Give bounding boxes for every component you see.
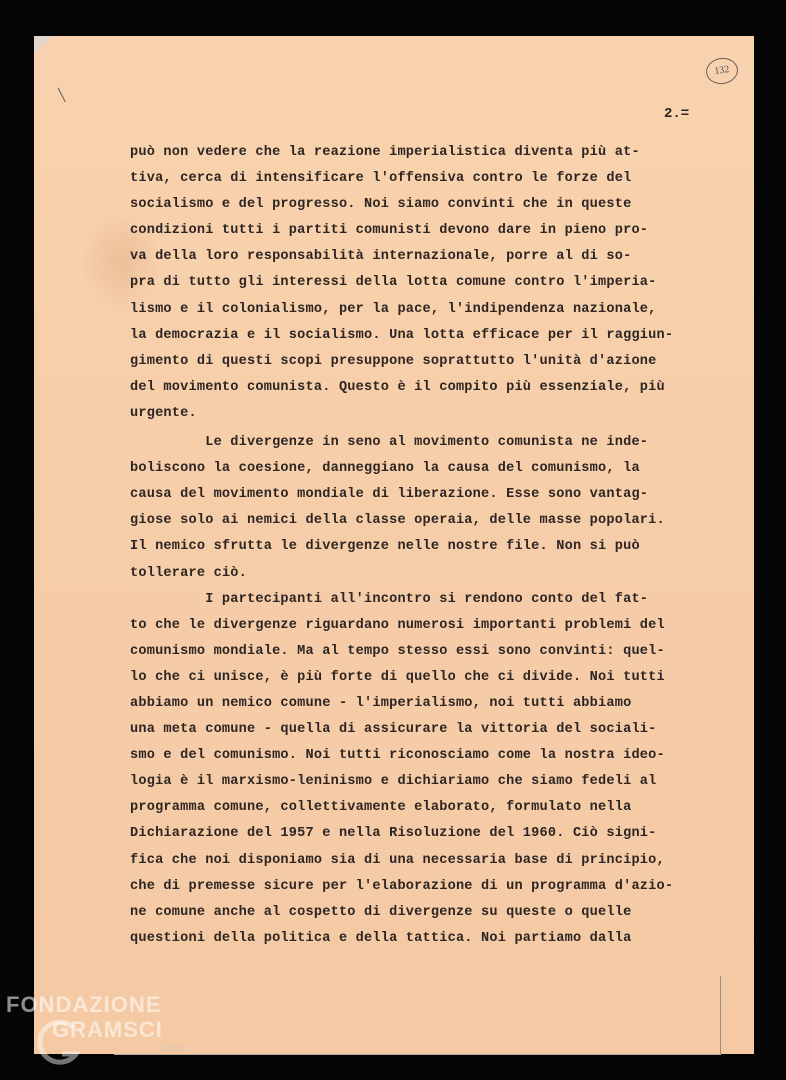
- text-line: giose solo ai nemici della classe operaia, delle masse popolari.: [130, 513, 665, 529]
- watermark-line-1: FONDAZIONE: [6, 992, 162, 1017]
- text-line: to che le divergenze riguardano numerosi importanti problemi del: [130, 617, 665, 633]
- gramsci-logo-icon: [36, 1020, 80, 1070]
- text-line: logia è il marxismo-leninismo e dichiariamo che siamo fedeli al: [130, 774, 657, 790]
- text-line: Dichiarazione del 1957 e nella Risoluzione del 1960. Ciò signi-: [130, 826, 657, 842]
- fondazione-gramsci-watermark: [6, 992, 206, 1072]
- text-line: socialismo e del progresso. Noi siamo convinti che in queste: [130, 197, 632, 213]
- text-line: lo che ci unisce, è più forte di quello che ci divide. Noi tutti: [130, 669, 665, 685]
- page-number: 2.=: [664, 106, 690, 122]
- text-line: del movimento comunista. Questo è il compito più essenziale, più: [130, 379, 665, 395]
- text-line: causa del movimento mondiale di liberazione. Esse sono vantag-: [130, 487, 649, 503]
- text-line: programma comune, collettivamente elaborato, formulato nella: [130, 800, 632, 816]
- underlying-sheet-edge: [720, 976, 721, 1054]
- text-line: abbiamo un nemico comune - l'imperialismo, noi tutti abbiamo: [130, 695, 632, 711]
- watermark-line-2: GRAMSCI: [52, 1017, 163, 1042]
- archive-stamp: 132: [704, 56, 739, 86]
- text-line: Il nemico sfrutta le divergenze nelle nostre file. Non si può: [130, 539, 640, 555]
- text-line: fica che noi disponiamo sia di una necessaria base di principio,: [130, 852, 665, 868]
- text-line: condizioni tutti i partiti comunisti devono dare in pieno pro-: [130, 223, 649, 239]
- text-line: una meta comune - quella di assicurare la vittoria del sociali-: [130, 722, 657, 738]
- text-line: tiva, cerca di intensificare l'offensiva contro le forze del: [130, 171, 632, 187]
- text-line: pra di tutto gli interessi della lotta comune contro l'imperia-: [130, 275, 657, 291]
- text-line: comunismo mondiale. Ma al tempo stesso essi sono convinti: quel-: [130, 643, 665, 659]
- pencil-mark: ╲: [58, 88, 66, 102]
- text-line: va della loro responsabilità internazionale, porre al di so-: [130, 249, 632, 265]
- text-line: che di premesse sicure per l'elaborazione di un programma d'azio-: [130, 878, 674, 894]
- typed-text-body: [130, 140, 730, 952]
- text-line: può non vedere che la reazione imperialistica diventa più at-: [130, 145, 640, 160]
- text-line: smo e del comunismo. Noi tutti riconosciamo come la nostra ideo-: [130, 748, 665, 764]
- text-line: Le divergenze in seno al movimento comunista ne inde-: [130, 435, 649, 451]
- corner-fold: [34, 36, 52, 54]
- text-line: ne comune anche al cospetto di divergenze su queste o quelle: [130, 904, 632, 920]
- watermark-line-3: onlus: [162, 1043, 186, 1054]
- text-line: boliscono la coesione, danneggiano la causa del comunismo, la: [130, 461, 640, 477]
- text-line: I partecipanti all'incontro si rendono conto del fat-: [130, 591, 649, 607]
- text-line: urgente.: [130, 405, 197, 421]
- text-line: la democrazia e il socialismo. Una lotta efficace per il raggiun-: [130, 327, 674, 343]
- text-line: tollerare ciò.: [130, 565, 248, 581]
- text-line: lismo e il colonialismo, per la pace, l'indipendenza nazionale,: [130, 301, 657, 317]
- text-line: gimento di questi scopi presuppone soprattutto l'unità d'azione: [130, 353, 657, 369]
- paper-sheet: [34, 36, 754, 1054]
- text-line: questioni della politica e della tattica. Noi partiamo dalla: [130, 930, 632, 946]
